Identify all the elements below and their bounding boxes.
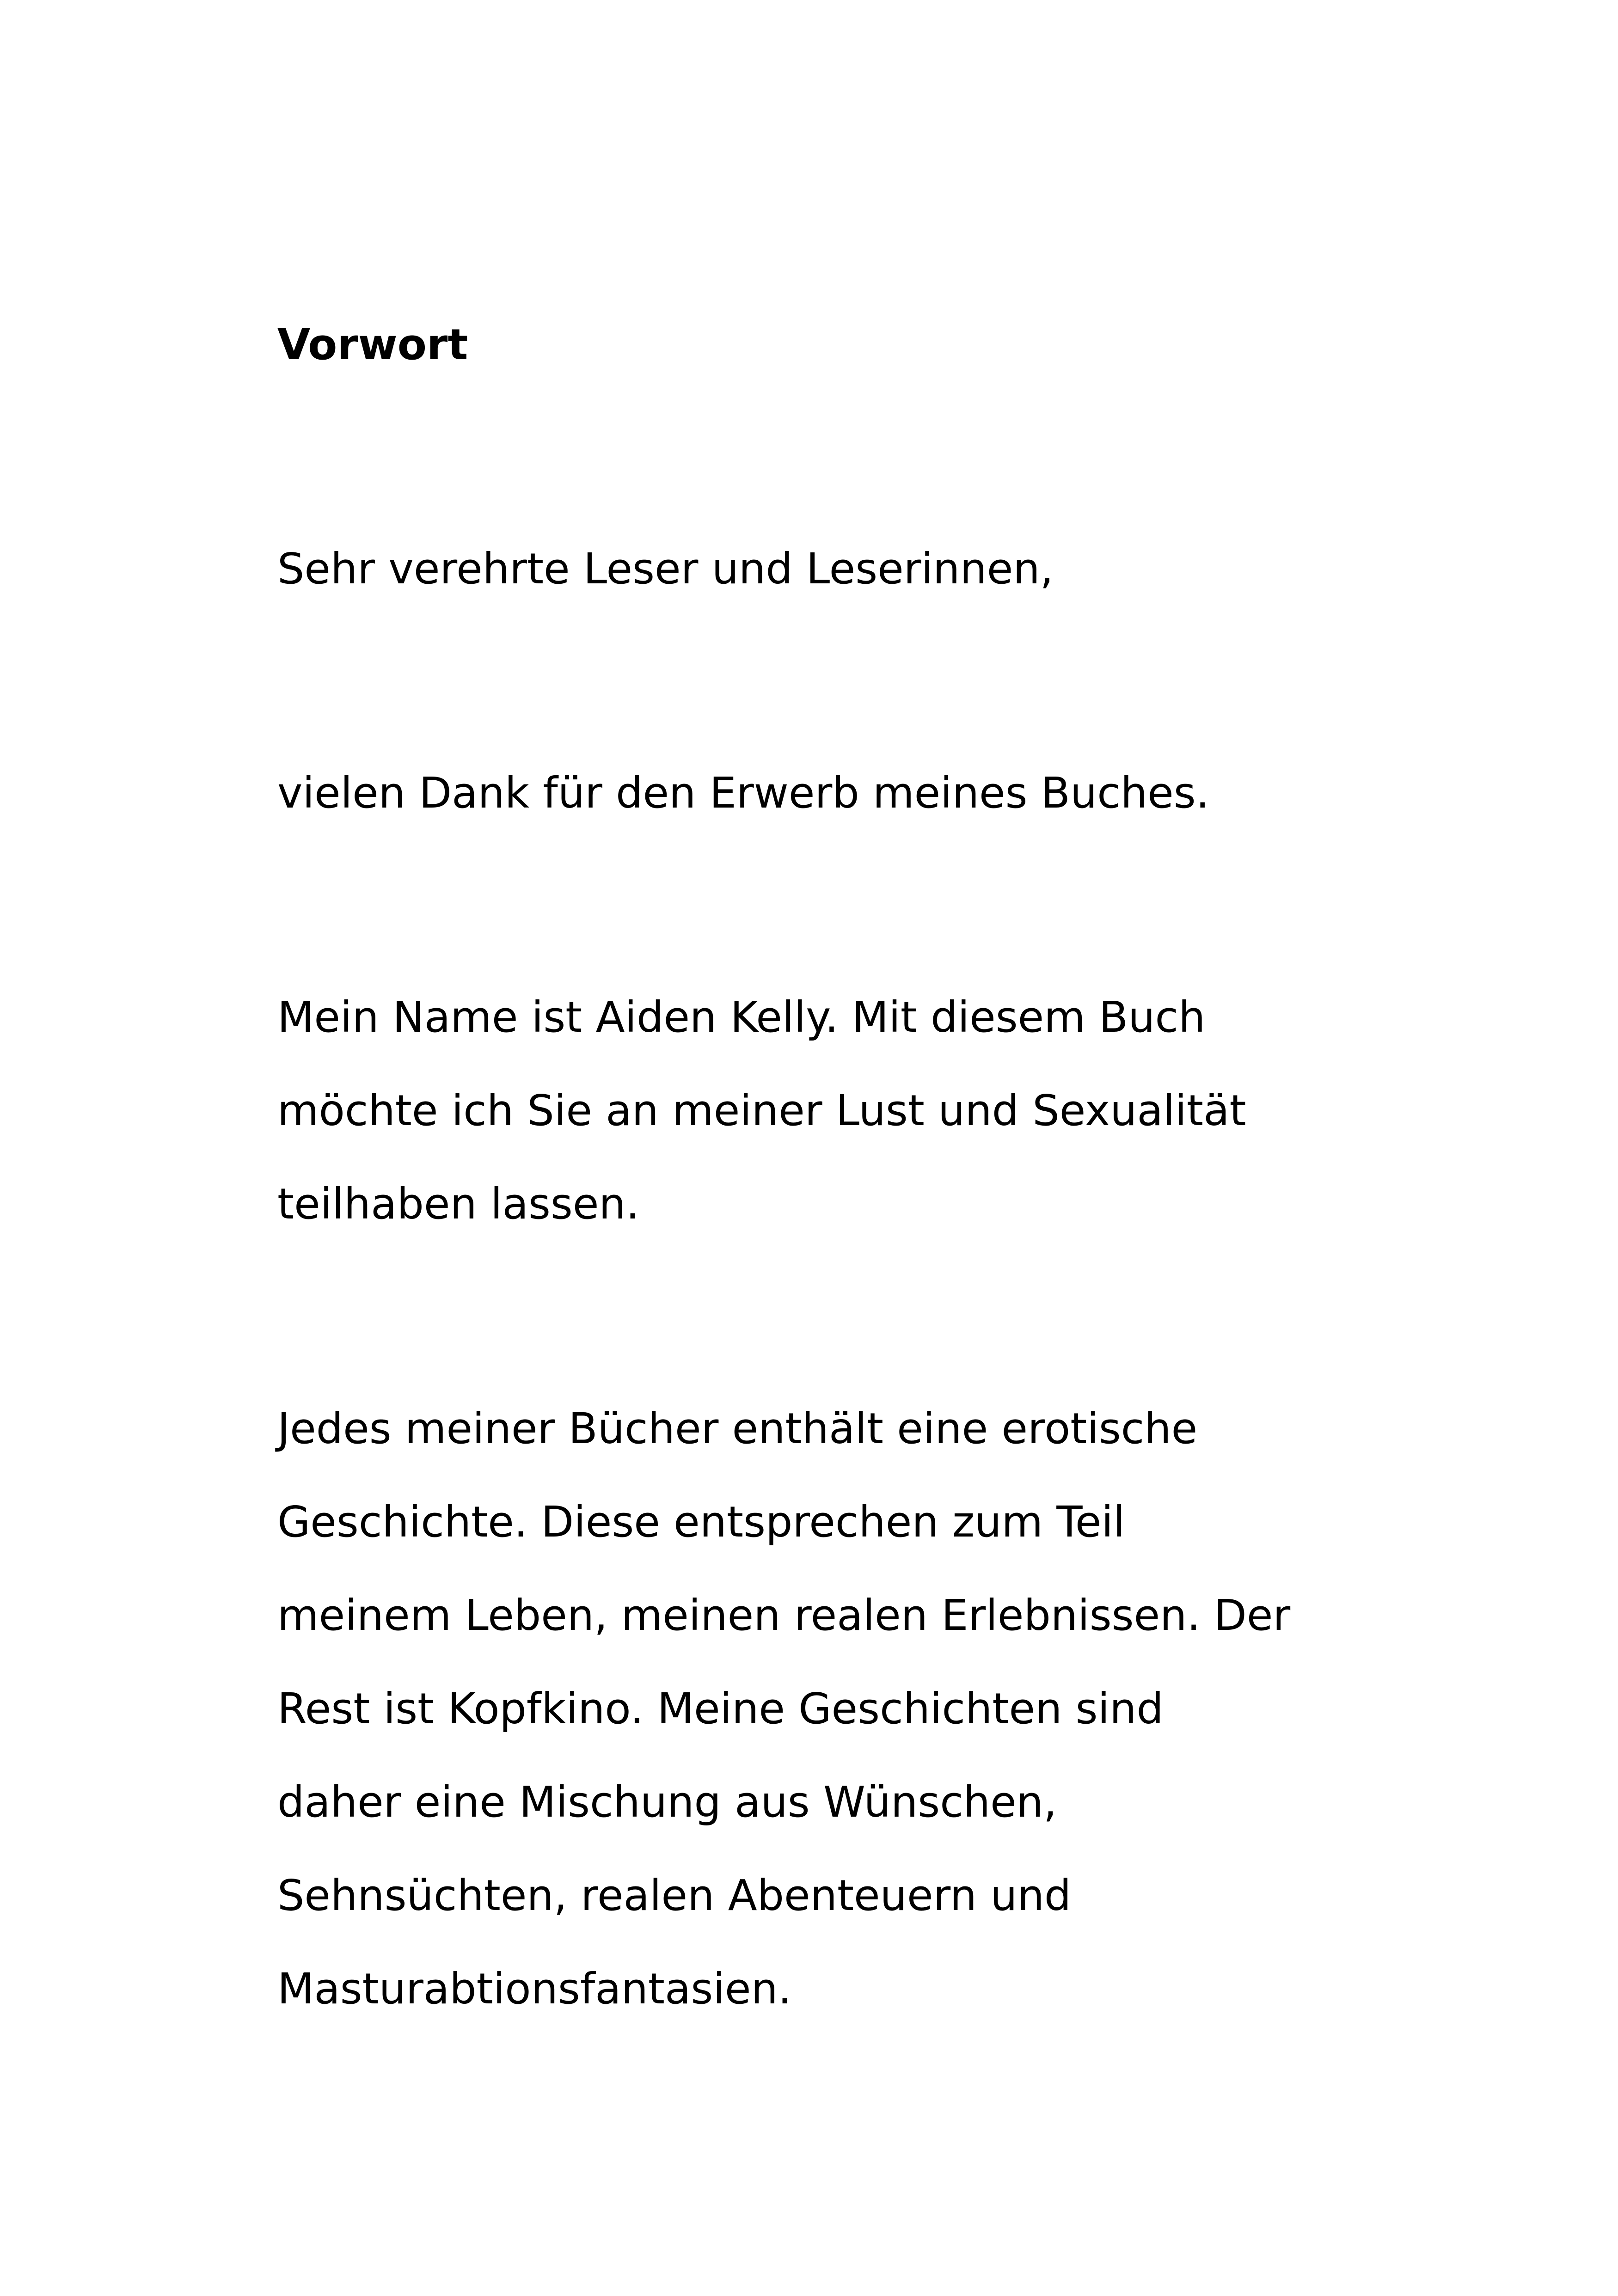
paragraph-line: daher eine Mischung aus Wünschen, — [277, 1777, 1057, 1827]
paragraph-line: Sehnsüchten, realen Abenteuern und — [277, 1871, 1072, 1920]
paragraph-introduction — [277, 971, 1246, 1251]
paragraph-salutation — [277, 522, 1054, 616]
paragraph-line: teilhaben lassen. — [277, 1179, 639, 1229]
paragraph-line: möchte ich Sie an meiner Lust und Sexualität — [277, 1086, 1246, 1135]
paragraph-thanks — [277, 747, 1209, 840]
paragraph-line: Geschichte. Diese entsprechen zum Teil — [277, 1497, 1125, 1547]
paragraph-line: vielen Dank für den Erwerb meines Buches. — [277, 768, 1209, 818]
paragraph-line: Mein Name ist Aiden Kelly. Mit diesem Buch — [277, 992, 1206, 1042]
paragraph-line: meinem Leben, meinen realen Erlebnissen. Der — [277, 1591, 1291, 1640]
page-title: Vorwort — [277, 320, 468, 369]
paragraph-books-description — [277, 1382, 1290, 2036]
paragraph-line: Jedes meiner Bücher enthält eine erotische — [277, 1404, 1198, 1453]
paragraph-line: Masturabtionsfantasien. — [277, 1964, 791, 2014]
paragraph-line: Sehr verehrte Leser und Leserinnen, — [277, 544, 1054, 594]
paragraph-line: Rest ist Kopfkino. Meine Geschichten sind — [277, 1684, 1164, 1733]
